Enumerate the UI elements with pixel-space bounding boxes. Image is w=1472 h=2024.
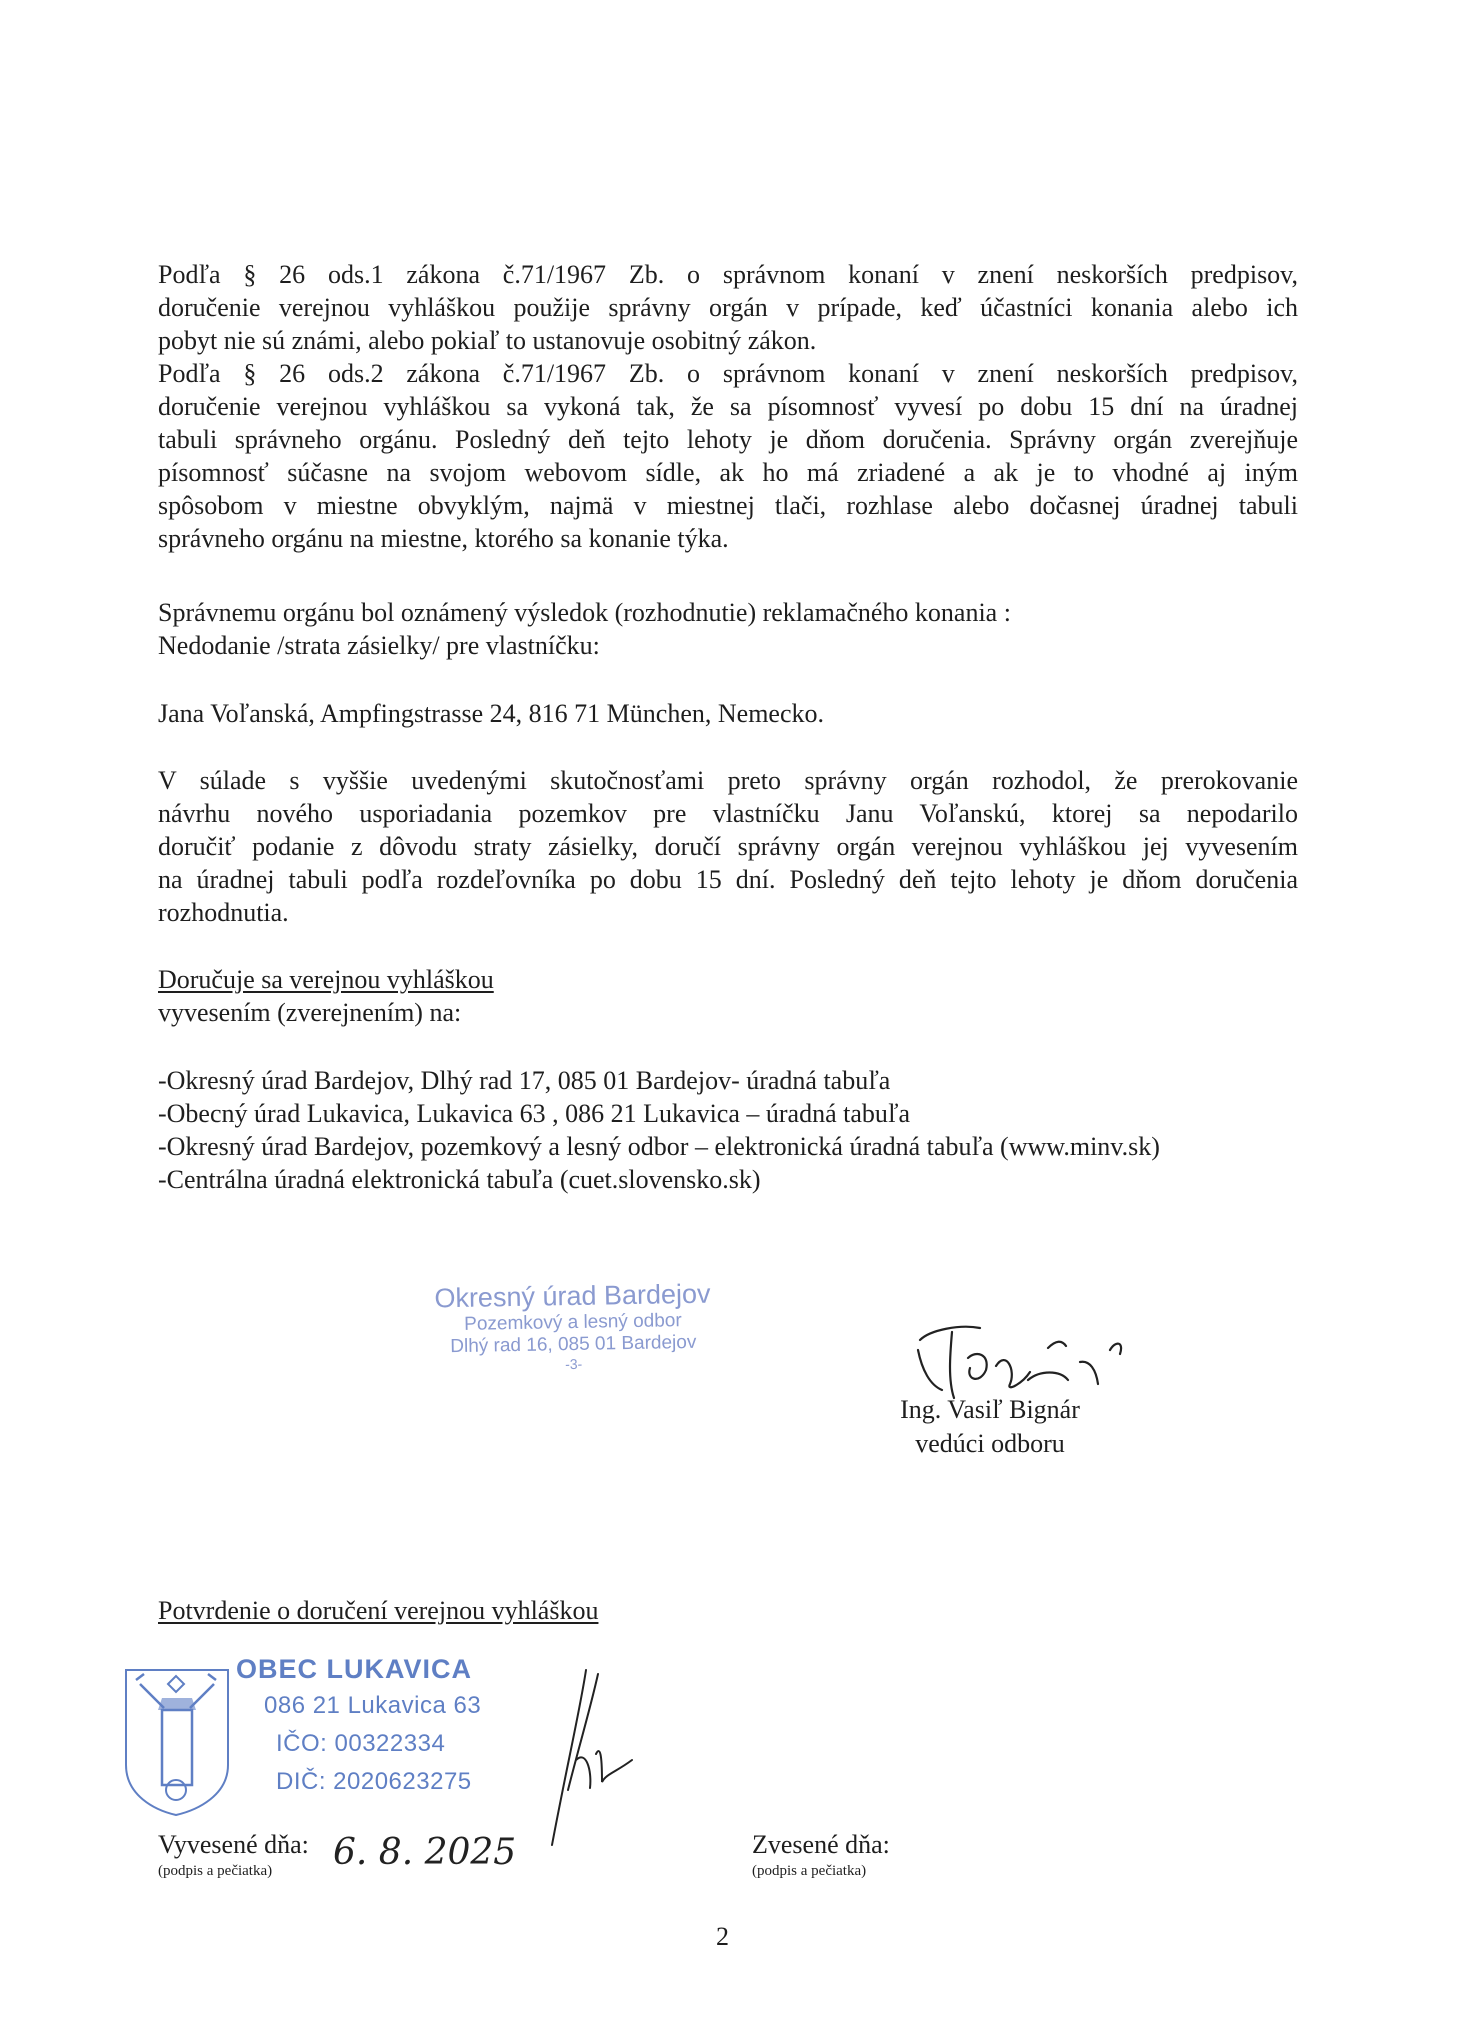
removed-date-block — [752, 1830, 890, 1880]
text-line: správneho orgánu na miestne, ktorého sa konanie týka. — [158, 524, 729, 553]
text-line: na úradnej tabuli podľa rozdeľovníka po dobu 15 dní. Posledný deň tejto lehoty je dňom doručenia — [158, 865, 1298, 894]
address-line: Jana Voľanská, Ampfingstrasse 24, 816 71 München, Nemecko. — [158, 699, 824, 728]
delivery-list — [158, 1064, 1298, 1196]
text-line: tabuli správneho orgánu. Posledný deň tejto lehoty je dňom doručenia. Správny orgán zverejňuje — [158, 425, 1298, 454]
text-line: doručenie verejnou vyhláškou použije správny orgán v prípade, keď účastníci konania alebo ich — [158, 293, 1298, 322]
stamp-obec-ico: IČO: 00322334 — [276, 1730, 446, 1757]
text-line: Podľa § 26 ods.1 zákona č.71/1967 Zb. o správnom konaní v znení neskorších predpisov, — [158, 260, 1298, 289]
stamp-obec-address: 086 21 Lukavica 63 — [264, 1692, 482, 1719]
stamp-line: -3- — [564, 1355, 583, 1373]
posted-date-block — [158, 1830, 309, 1880]
text-line: Nedodanie /strata zásielky/ pre vlastníčku: — [158, 631, 600, 660]
posted-label: Vyvesené dňa: — [158, 1830, 309, 1859]
delivery-heading: Doručuje sa verejnou vyhláškou — [158, 965, 494, 994]
paragraph-decision — [158, 764, 1298, 929]
text-line: doručiť podanie z dôvodu straty zásielky, doručí správny orgán verejnou vyhláškou jej vyvesením — [158, 832, 1298, 861]
delivery-subheading: vyvesením (zverejnením) na: — [158, 998, 462, 1027]
text-line: návrhu nového usporiadania pozemkov pre vlastníčku Janu Voľanskú, ktorej sa nepodarilo — [158, 799, 1298, 828]
owner-address — [158, 697, 1298, 730]
text-line: spôsobom v miestne obvyklým, najmä v miestnej tlači, rozhlase alebo dočasnej úradnej tabuli — [158, 491, 1298, 520]
stamp-line: Dlhý rad 16, 085 01 Bardejov — [450, 1331, 697, 1358]
posted-note: (podpis a pečiatka) — [158, 1863, 273, 1879]
page-number: 2 — [716, 1922, 729, 1951]
text-line: Správnemu orgánu bol oznámený výsledok (rozhodnutie) reklamačného konania : — [158, 598, 1011, 627]
text-line: písomnosť súčasne na svojom webovom sídle, ak ho má zriadené a ak je to vhodné aj iným — [158, 458, 1298, 487]
delivery-section — [158, 963, 1298, 1029]
signer-name: Ing. Vasiľ Bignár — [900, 1395, 1080, 1424]
signature-mayor — [540, 1650, 660, 1850]
stamp-obec-dic: DIČ: 2020623275 — [276, 1768, 472, 1795]
text-line: Podľa § 26 ods.2 zákona č.71/1967 Zb. o správnom konaní v znení neskorších predpisov, — [158, 359, 1298, 388]
paragraph-legal-basis — [158, 258, 1298, 555]
list-item: -Okresný úrad Bardejov, pozemkový a lesný odbor – elektronická úradná tabuľa (www.minv.sk) — [158, 1132, 1160, 1161]
list-item: -Okresný úrad Bardejov, Dlhý rad 17, 085 01 Bardejov- úradná tabuľa — [158, 1066, 891, 1095]
stamp-obec-name: OBEC LUKAVICA — [236, 1654, 473, 1684]
list-item: -Obecný úrad Lukavica, Lukavica 63 , 086 21 Lukavica – úradná tabuľa — [158, 1099, 910, 1128]
paragraph-claim-result — [158, 596, 1298, 662]
text-line: doručenie verejnou vyhláškou sa vykoná tak, že sa písomnosť vyvesí po dobu 15 dní na úradnej — [158, 392, 1298, 421]
text-line: pobyt nie sú známi, alebo pokiaľ to ustanovuje osobitný zákon. — [158, 326, 817, 355]
handwritten-date-text: 6. 8. 2025 — [333, 1832, 517, 1873]
stamp-line: Pozemkový a lesný odbor — [463, 1310, 682, 1335]
signer-block — [870, 1393, 1110, 1461]
office-stamp — [407, 1277, 739, 1375]
confirmation-title: Potvrdenie o doručení verejnou vyhláškou — [158, 1596, 599, 1625]
stamp-line: Okresný úrad Bardejov — [434, 1278, 711, 1314]
signer-title: vedúci odboru — [915, 1429, 1065, 1458]
municipality-stamp — [118, 1650, 518, 1820]
handwritten-date — [325, 1820, 550, 1880]
removed-label: Zvesené dňa: — [752, 1830, 890, 1859]
crest-icon — [118, 1650, 233, 1820]
text-line: V súlade s vyššie uvedenými skutočnosťami preto správny orgán rozhodol, že prerokovanie — [158, 766, 1298, 795]
list-item: -Centrálna úradná elektronická tabuľa (cuet.slovensko.sk) — [158, 1165, 761, 1194]
removed-note: (podpis a pečiatka) — [752, 1863, 867, 1879]
text-line: rozhodnutia. — [158, 898, 289, 927]
